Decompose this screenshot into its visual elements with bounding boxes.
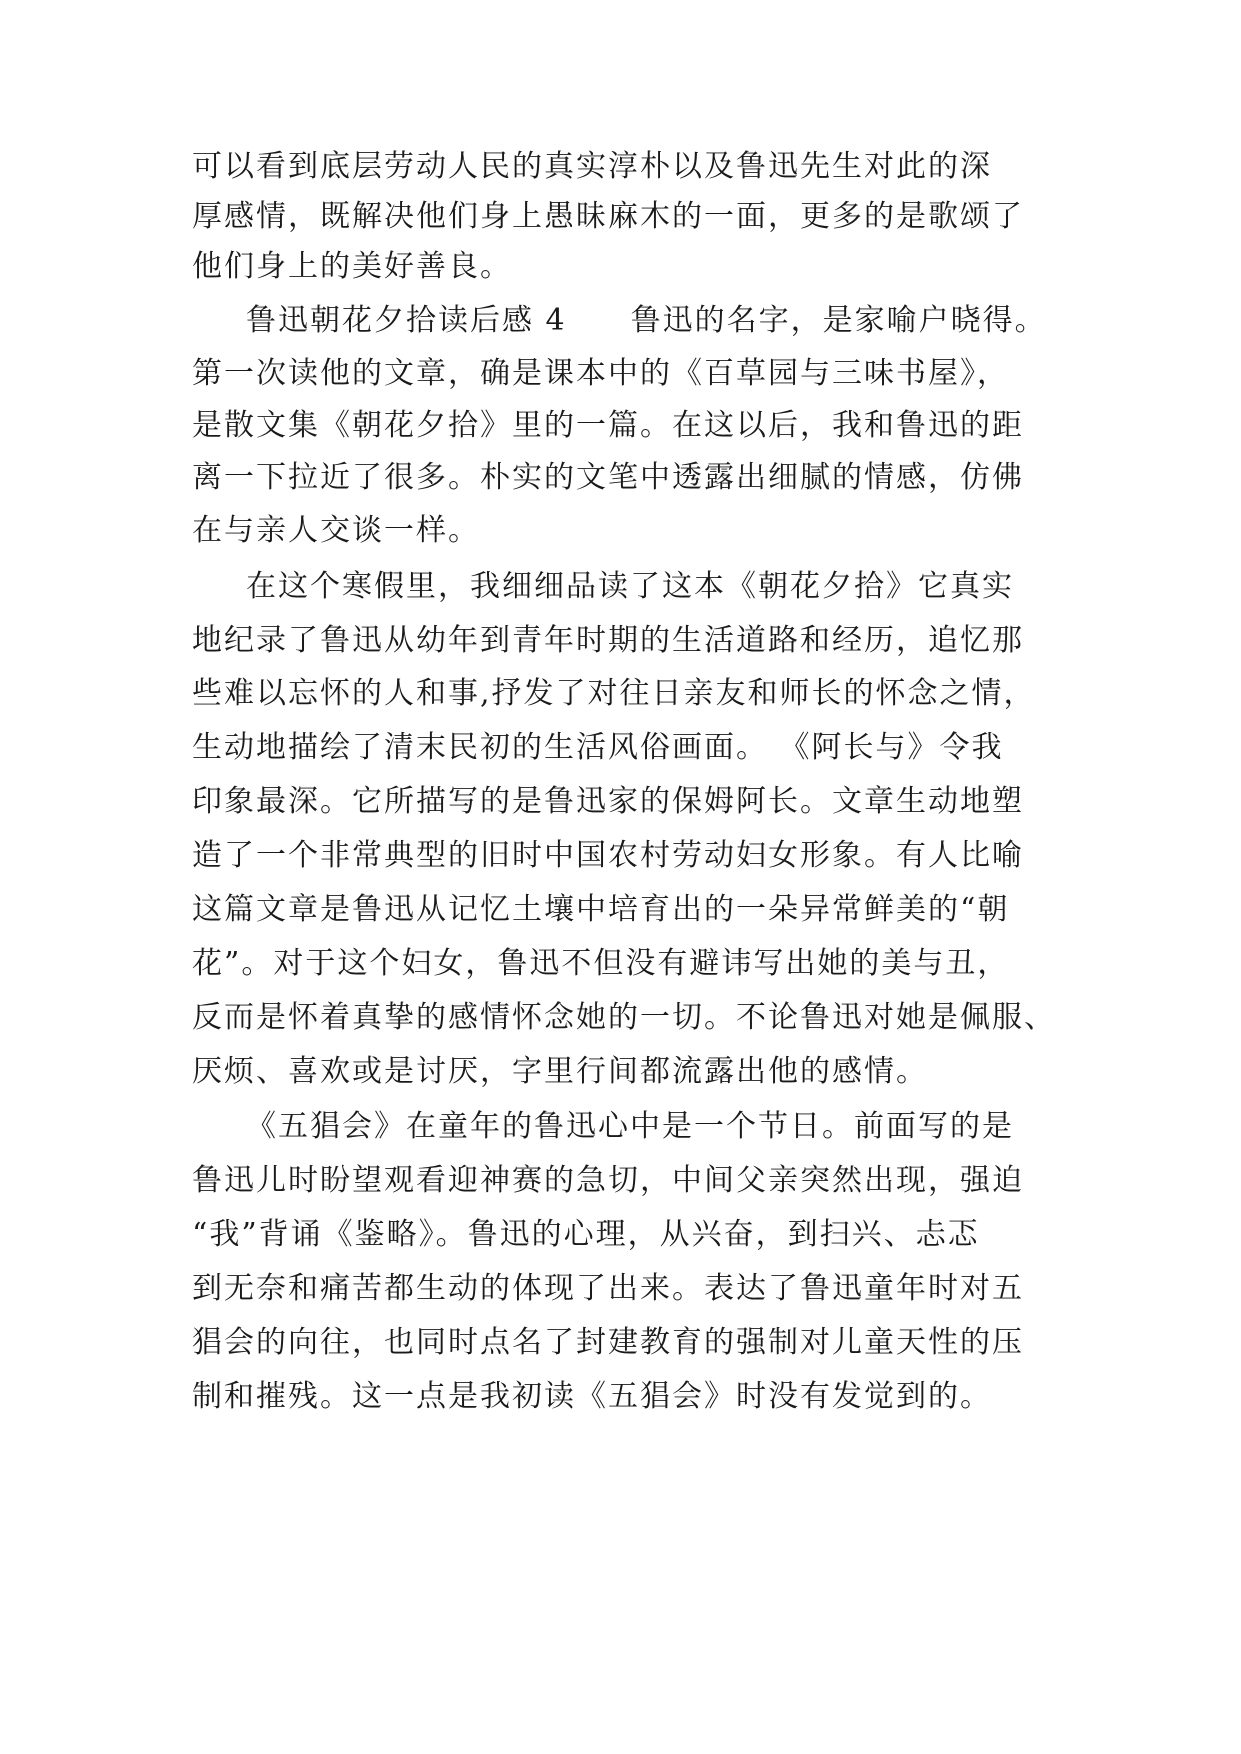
text-line: 地纪录了鲁迅从幼年到青年时期的生活道路和经历，追忆那 xyxy=(192,623,1024,658)
text-line: 厌烦、喜欢或是讨厌，字里行间都流露出他的感情。 xyxy=(192,1054,928,1089)
text-line: 到无奈和痛苦都生动的体现了出来。表达了鲁迅童年时对五 xyxy=(192,1271,1024,1306)
text-line: 离一下拉近了很多。朴实的文笔中透露出细腻的情感，仿佛 xyxy=(192,460,1024,495)
text-line: 这篇文章是鲁迅从记忆土壤中培育出的一朵异常鲜美的“朝 xyxy=(192,892,1010,927)
text-line: 厚感情，既解决他们身上愚昧麻木的一面，更多的是歌颂了 xyxy=(192,199,1024,234)
text-line: 在与亲人交谈一样。 xyxy=(192,513,480,548)
text-line: 他们身上的美好善良。 xyxy=(192,249,512,284)
text-line: 些难以忘怀的人和事,抒发了对往日亲友和师长的怀念之情， xyxy=(192,676,1036,711)
text-line: 鲁迅儿时盼望观看迎神赛的急切，中间父亲突然出现，强迫 xyxy=(192,1163,1024,1198)
text-line: 生动地描绘了清末民初的生活风俗画面。 《阿长与》令我 xyxy=(192,730,1004,765)
text-line: “我”背诵《鉴略》。鲁迅的心理，从兴奋，到扫兴、忐忑 xyxy=(192,1217,980,1252)
paragraph-first-line: 在这个寒假里，我细细品读了这本《朝花夕拾》它真实 xyxy=(246,569,1014,604)
text-line: 制和摧残。这一点是我初读《五猖会》时没有发觉到的。 xyxy=(192,1379,992,1414)
text-line: 可以看到底层劳动人民的真实淳朴以及鲁迅先生对此的深 xyxy=(192,149,992,184)
text-line: 猖会的向往，也同时点名了封建教育的强制对儿童天性的压 xyxy=(192,1325,1024,1360)
text-line: 第一次读他的文章，确是课本中的《百草园与三味书屋》， xyxy=(192,356,1009,391)
text-line: 是散文集《朝花夕拾》里的一篇。在这以后，我和鲁迅的距 xyxy=(192,408,1024,443)
text-line: 造了一个非常典型的旧时中国农村劳动妇女形象。有人比喻 xyxy=(192,838,1024,873)
text-line: 反而是怀着真挚的感情怀念她的一切。不论鲁迅对她是佩服、 xyxy=(192,1000,1056,1035)
section-heading-line: 鲁迅朝花夕拾读后感 4 鲁迅的名字，是家喻户晓得。 xyxy=(246,303,1047,338)
paragraph-first-line: 《五猖会》在童年的鲁迅心中是一个节日。前面写的是 xyxy=(246,1109,1014,1144)
text-line: 印象最深。它所描写的是鲁迅家的保姆阿长。文章生动地塑 xyxy=(192,784,1024,819)
text-line: 花”。对于这个妇女，鲁迅不但没有避讳写出她的美与丑， xyxy=(192,946,1010,981)
